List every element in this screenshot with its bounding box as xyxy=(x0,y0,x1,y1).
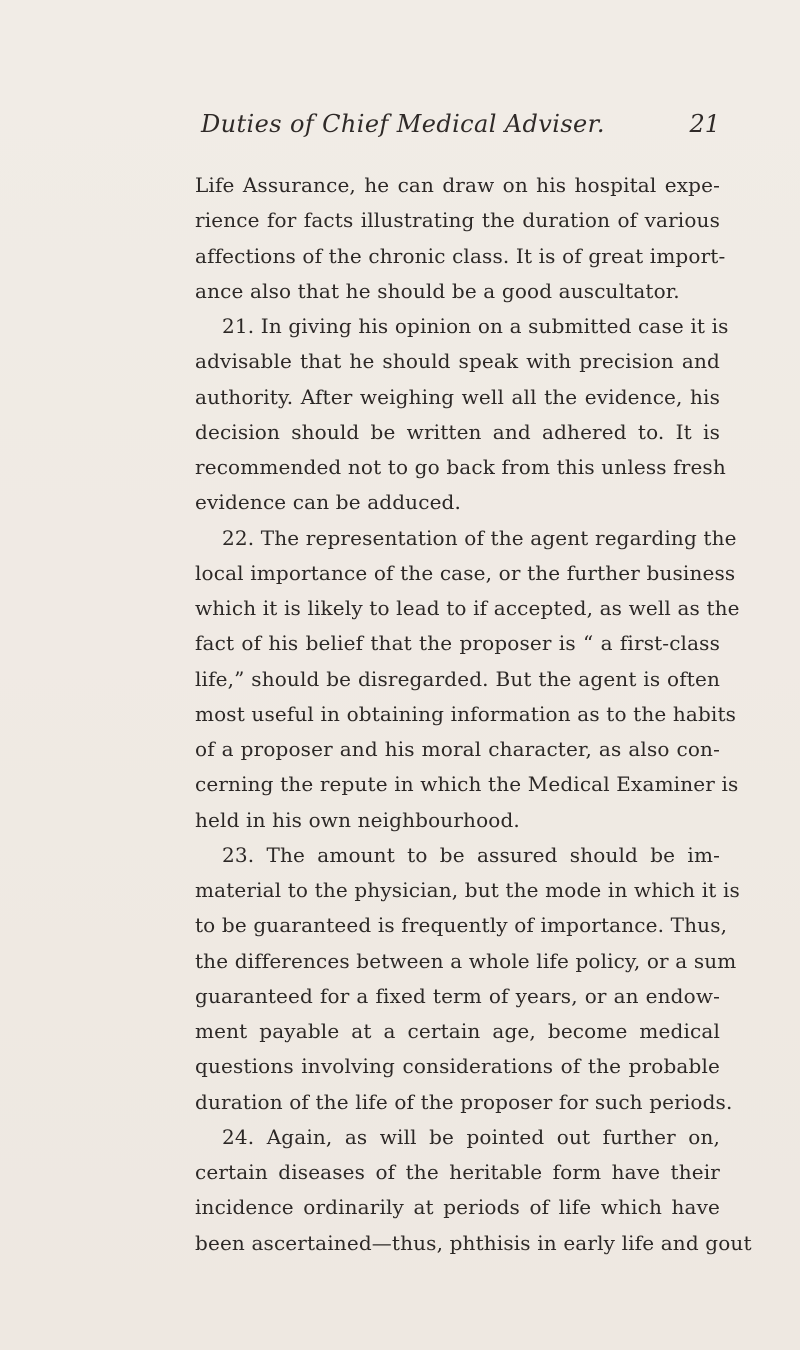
text-line: been ascertained—thus, phthisis in early life and gout xyxy=(195,1230,752,1255)
text-line: guaranteed for a fixed term of years, or an endow- xyxy=(195,983,720,1008)
text-line: recommended not to go back from this unless fresh xyxy=(195,455,726,479)
paragraph-23-start: 23. The amount to be assured should be im- xyxy=(222,842,720,867)
running-head: Duties of Chief Medical Adviser. xyxy=(201,110,605,138)
text-line: life,” should be disregarded. But the agent is often xyxy=(195,666,720,691)
text-line: Life Assurance, he can draw on his hospital expe- xyxy=(195,173,720,197)
text-line: of a proposer and his moral character, as also con- xyxy=(195,737,720,761)
paragraph-24-start: 24. Again, as will be pointed out further on, xyxy=(222,1124,720,1149)
text-line: decision should be written and adhered to. It is xyxy=(195,419,720,444)
text-line: rience for facts illustrating the duration of various xyxy=(195,208,720,233)
paragraph-21-start: 21. In giving his opinion on a submitted case it is xyxy=(222,314,729,338)
text-line: fact of his belief that the proposer is “ a first-class xyxy=(195,631,720,656)
page-number: 21 xyxy=(689,110,720,138)
text-line: certain diseases of the heritable form have their xyxy=(195,1160,720,1184)
text-line: material to the physician, but the mode in which it is xyxy=(195,878,740,902)
text-line: ance also that he should be a good auscultator. xyxy=(195,278,680,303)
text-line: duration of the life of the proposer for such periods. xyxy=(195,1089,733,1114)
text-line: ment payable at a certain age, become medical xyxy=(195,1019,720,1043)
paragraph-22-start: 22. The representation of the agent regarding the xyxy=(222,525,737,550)
text-line: evidence can be adduced. xyxy=(195,490,462,515)
text-line: the differences between a whole life policy, or a sum xyxy=(195,948,737,973)
page-header xyxy=(175,110,720,150)
text-line: advisable that he should speak with precision and xyxy=(195,349,720,374)
text-line: affections of the chronic class. It is of great import- xyxy=(195,243,726,268)
text-line: authority. After weighing well all the evidence, his xyxy=(195,384,720,409)
text-line: cerning the repute in which the Medical Examiner is xyxy=(195,772,739,797)
text-line: held in his own neighbourhood. xyxy=(195,807,520,832)
text-line: incidence ordinarily at periods of life which have xyxy=(195,1195,720,1220)
text-line: local importance of the case, or the further business xyxy=(195,560,736,585)
text-line: questions involving considerations of the probable xyxy=(195,1054,720,1079)
text-line: most useful in obtaining information as to the habits xyxy=(195,701,737,726)
body-text xyxy=(195,168,752,1261)
text-line: to be guaranteed is frequently of importance. Thus, xyxy=(195,913,728,938)
text-line: which it is likely to lead to if accepted, as well as the xyxy=(195,596,740,620)
